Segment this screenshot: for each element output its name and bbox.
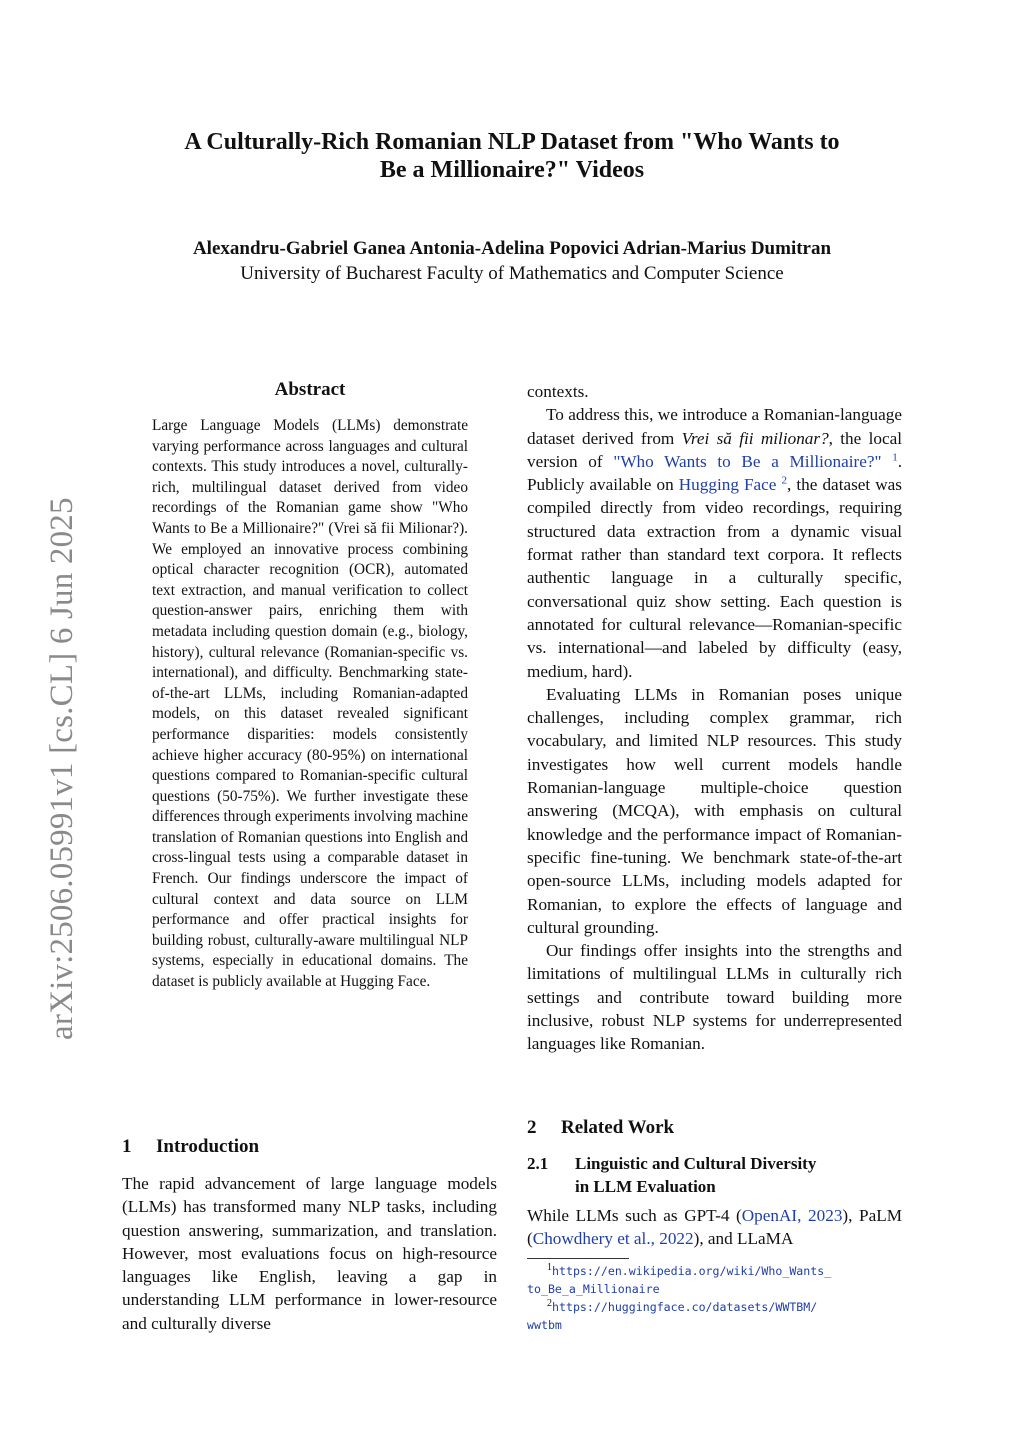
subsection-title-line-2: in LLM Evaluation: [575, 1177, 716, 1196]
related-text-b: ), PaLM (: [527, 1206, 903, 1249]
author-list: Alexandru-Gabriel Ganea Antonia-Adelina Popovici Adrian-Marius Dumitran: [192, 238, 832, 259]
p2-text-b: , the local version of: [527, 428, 903, 471]
hugging-face-link[interactable]: Hugging Face: [678, 475, 777, 495]
section-title: Related Work: [561, 1117, 675, 1138]
right-column: [527, 380, 902, 1056]
footnote-url-line-2[interactable]: to_Be_a_Millionaire: [527, 1282, 660, 1296]
intro-paragraph-1-continued: contexts.: [527, 382, 589, 401]
footnote-divider: [527, 1258, 629, 1259]
section-title: Introduction: [156, 1136, 260, 1157]
footnote-1[interactable]: [527, 1262, 907, 1298]
p2-text-a: To address this, we introduce a Romanian-language dataset derived from: [527, 405, 902, 448]
intro-paragraph-1: The rapid advancement of large language models (LLMs) has transformed many NLP tasks, including question answering, summarization, and translation. However, most evaluations focus on high-resource languages like English, leaving a gap in understanding LLM performance in lower-resource and culturally diverse: [122, 1174, 497, 1333]
footnote-mark: 2: [547, 1298, 552, 1310]
related-work-text: [527, 1204, 902, 1251]
intro-paragraph-3: Evaluating LLMs in Romanian poses unique challenges, including complex grammar, rich vocabulary, and limited NLP resources. This study investigates how well current models handle Romanian-language multiple-choice question answering (MCQA), with emphasis on cultural knowledge and the performance impact of Romanian-specific fine-tuning. We benchmark state-of-the-art open-source LLMs, including models adapted for Romanian, to explore the effects of language and cultural grounding.: [527, 684, 902, 937]
p2-text-d: , the dataset was compiled directly from video recordings, requiring structured data extraction from a dynamic visual format rather than standard text corpora. It reflects authentic language in a culturally specific, conversational quiz show setting. Each question is annotated for cultural relevance—Romanian-specific vs. international—and labeled by difficulty (easy, medium, hard).: [527, 475, 902, 681]
citation-author: OpenAI: [741, 1206, 798, 1225]
section-number: 2: [527, 1117, 537, 1138]
footnote-url-line-2[interactable]: wwtbm: [527, 1318, 562, 1332]
citation-chowdhery[interactable]: [533, 1229, 694, 1248]
p2-text-c: . Publicly available on: [527, 451, 902, 495]
footnote-ref-1[interactable]: 1: [892, 451, 898, 464]
subsection-title-line-1: Linguistic and Cultural Diversity: [575, 1154, 817, 1173]
footnotes: [527, 1262, 907, 1334]
footnote-url-line-1[interactable]: https://en.wikipedia.org/wiki/Who_Wants_: [552, 1264, 832, 1278]
abstract-body: Large Language Models (LLMs) demonstrate varying performance across languages and cultural contexts. This study introduces a novel, culturally-rich, multilingual dataset derived from video recordings of the Romanian game show "Who Wants to Be a Millionaire?" (Vrei să fii Milionar?). We employed an innovative process combining optical character recognition (OCR), automated text extraction, and manual verification to collect question-answer pairs, enriching them with metadata including question domain (e.g., biology, history), cultural relevance (Romanian-specific vs. international), and difficulty. Benchmarking state-of-the-art LLMs, including Romanian-adapted models, on this dataset revealed significant performance disparities: models consistently achieve higher accuracy (80-95%) on international questions compared to Romanian-specific cultural questions (50-75%). We further investigate these differences through experiments involving machine translation of Romanian questions into English and cross-lingual tests using a comparable dataset in French. Our findings underscore the impact of cultural context and data source on LLM performance and offer practical insights for building robust, culturally-aware multilingual NLP systems, especially in educational domains. The dataset is publicly available at Hugging Face.: [152, 417, 468, 991]
section-related-work-heading: [527, 1116, 674, 1140]
abstract-heading: Abstract: [274, 379, 346, 400]
related-paragraph-1: [527, 1204, 902, 1251]
related-text-a: While LLMs such as GPT-4 (: [527, 1206, 742, 1225]
title-line-2: Be a Millionaire?" Videos: [379, 157, 645, 183]
arxiv-identifier: arXiv:2506.05991v1 [cs.CL] 6 Jun 2025: [44, 497, 80, 1040]
paper-title: [100, 128, 924, 184]
citation-year: 2022: [659, 1229, 694, 1249]
citation-year: 2023: [808, 1206, 843, 1225]
show-title-italic: Vrei să fii milionar?: [681, 428, 829, 448]
related-text-c: ), and LLaMA: [693, 1229, 794, 1249]
citation-author: Chowdhery et al.: [532, 1229, 651, 1249]
subsection-2-1-heading: [527, 1152, 907, 1198]
section-introduction-heading: [122, 1135, 259, 1159]
title-line-1: A Culturally-Rich Romanian NLP Dataset from "Who Wants to: [184, 129, 840, 155]
section-number: 1: [122, 1136, 132, 1157]
intro-left-column: [122, 1172, 497, 1335]
subsection-number: 2.1: [527, 1154, 549, 1173]
citation-separator: ,: [797, 1206, 809, 1225]
footnote-mark: 1: [547, 1262, 552, 1274]
wikipedia-link[interactable]: "Who Wants to Be a Millionaire?": [613, 451, 882, 471]
citation-openai[interactable]: [742, 1206, 843, 1225]
footnote-ref-2[interactable]: 2: [781, 474, 788, 487]
citation-separator: ,: [650, 1229, 660, 1249]
intro-paragraph-2: [527, 403, 902, 683]
footnote-url-line-1[interactable]: https://huggingface.co/datasets/WWTBM/: [552, 1300, 818, 1314]
affiliation: University of Bucharest Faculty of Mathematics and Computer Science: [240, 263, 784, 284]
intro-paragraph-4: Our findings offer insights into the strengths and limitations of multilingual LLMs in culturally rich settings and contribute toward building more inclusive, robust NLP systems for underrepresented languages like Romanian.: [527, 941, 902, 1054]
footnote-2[interactable]: [527, 1298, 907, 1334]
